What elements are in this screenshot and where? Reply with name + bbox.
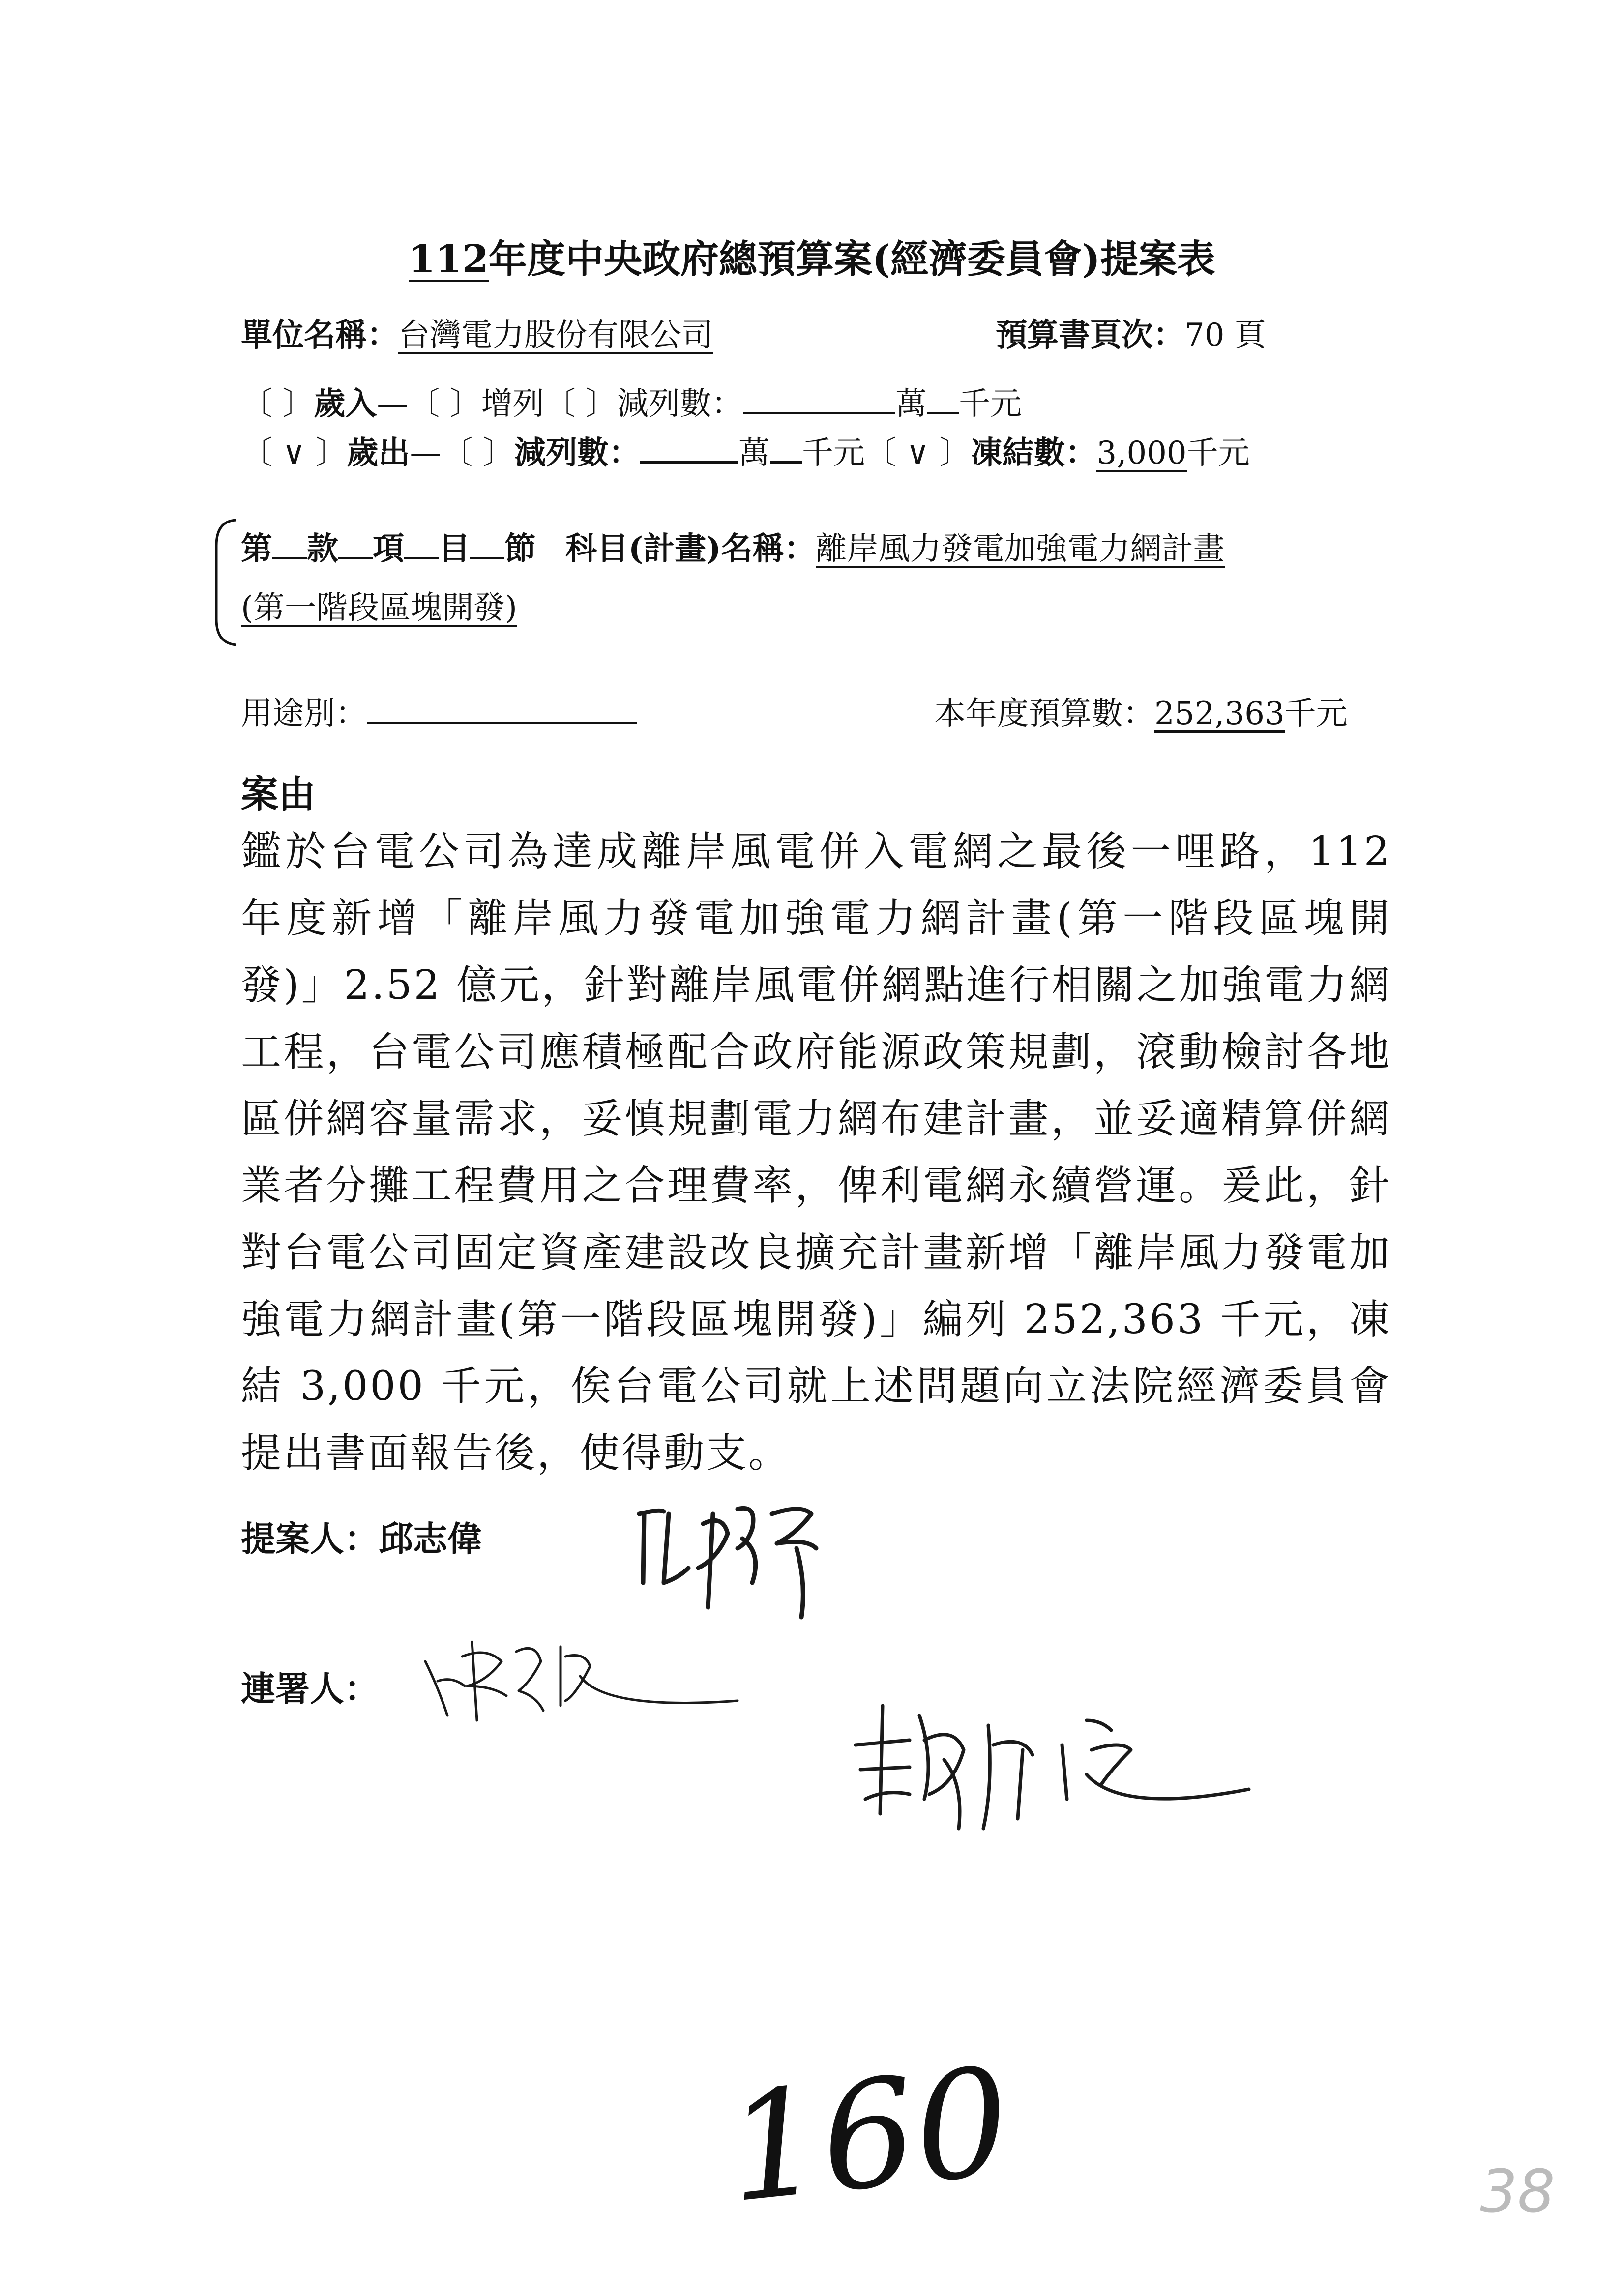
reason-body: 鑑於台電公司為達成離岸風電併入電網之最後一哩路，112 年度新增「離岸風力發電加強電力網計畫(第一階段區塊開發)」2.52 億元，針對離岸風電併網點進行相關之加強電力網工程，台電公司應積極配合政府能源政策規劃，滾動檢討各地區併網容量需求，妥慎規劃電力網布建計畫，並妥適精算併網業者分攤工程費用之合理費率，俾利電網永續營運。爰此，針對台電公司固定資產建設改良擴充計畫新增「離岸風力發電加強電力網計畫(第一階段區塊開發)」編列 252,363 千元，凍結 3,000 千元，俟台電公司就上述問題向立法院經濟委員會提出書面報告後，使得動支。 bbox=[241, 828, 1391, 1477]
budget-page-value: 70 頁 bbox=[1184, 317, 1266, 353]
annual-budget-unit: 千元 bbox=[1284, 696, 1348, 732]
kuan-blank bbox=[272, 552, 307, 559]
page-number: 160 bbox=[719, 2035, 1018, 2236]
revenue-decrease-label: 減列數： bbox=[617, 386, 743, 422]
freeze-unit: 千元 bbox=[1186, 435, 1250, 471]
usage-label: 用途別： bbox=[241, 696, 367, 732]
expense-qian-blank bbox=[770, 456, 802, 464]
unit-label: 單位名稱： bbox=[241, 317, 398, 353]
cosigner-signature-2 bbox=[846, 1686, 1269, 1843]
freeze-checkbox: 〔 ∨ 〕 bbox=[864, 435, 971, 471]
budget-page-label: 預算書頁次： bbox=[996, 317, 1184, 353]
revenue-label: 歲入 bbox=[314, 385, 377, 422]
expense-dash: — bbox=[410, 435, 442, 471]
subject-row bbox=[241, 523, 1225, 569]
form-title bbox=[0, 229, 1624, 284]
title-year: 112 bbox=[409, 237, 489, 282]
subject-row-2 bbox=[241, 590, 517, 627]
expense-label: 歲出 bbox=[347, 435, 410, 471]
revenue-checkbox: 〔 〕 bbox=[241, 386, 314, 422]
expense-row bbox=[241, 428, 1250, 473]
annual-budget-label: 本年度預算數： bbox=[934, 696, 1154, 732]
expense-decrease-checkbox: 〔 〕 bbox=[441, 435, 514, 471]
subject-kuan: 款 bbox=[307, 530, 338, 567]
unit-value: 台灣電力股份有限公司 bbox=[398, 319, 713, 354]
revenue-wan-blank bbox=[743, 407, 895, 414]
annual-budget-value: 252,363 bbox=[1154, 698, 1285, 733]
subject-di: 第 bbox=[241, 530, 272, 567]
revenue-wan-label: 萬 bbox=[895, 386, 927, 422]
unit-row bbox=[241, 310, 713, 355]
expense-wan-blank bbox=[640, 456, 738, 464]
xiang-blank bbox=[338, 552, 373, 559]
jie-blank bbox=[470, 552, 504, 559]
revenue-qian-label: 千元 bbox=[959, 386, 1022, 422]
expense-checkbox: 〔 ∨ 〕 bbox=[241, 435, 347, 471]
subject-name-label: 科目(計畫)名稱： bbox=[565, 530, 816, 567]
budget-page-row bbox=[996, 310, 1266, 355]
expense-qian-label: 千元 bbox=[801, 435, 865, 471]
subject-name-value: 離岸風力發電加強電力網計畫 bbox=[816, 533, 1225, 568]
subject-bracket bbox=[207, 516, 246, 649]
annual-budget-row bbox=[934, 688, 1348, 733]
proposer-label: 提案人： bbox=[241, 1518, 379, 1559]
subject-xiang: 項 bbox=[373, 530, 404, 567]
usage-blank bbox=[367, 717, 637, 724]
subject-jie: 節 bbox=[504, 530, 536, 567]
cosigner-label: 連署人： bbox=[241, 1668, 379, 1709]
corner-page-mark: 38 bbox=[1480, 2158, 1555, 2226]
reason-heading: 案由 bbox=[241, 772, 316, 816]
expense-decrease-label: 減列數： bbox=[514, 435, 640, 471]
subject-name-value-2: (第一階段區塊開發) bbox=[241, 592, 517, 627]
usage-row bbox=[241, 688, 637, 733]
expense-wan-label: 萬 bbox=[738, 435, 770, 471]
proposer-signature bbox=[629, 1494, 856, 1632]
title-text: 年度中央政府總預算案(經濟委員會)提案表 bbox=[489, 237, 1215, 282]
revenue-qian-blank bbox=[927, 407, 959, 414]
proposer-name: 邱志偉 bbox=[379, 1518, 482, 1559]
revenue-decrease-checkbox: 〔 〕 bbox=[544, 386, 618, 422]
proposer-row bbox=[241, 1511, 482, 1561]
freeze-label: 凍結數： bbox=[971, 435, 1097, 471]
cosigner-signature-1 bbox=[418, 1612, 772, 1745]
mu-blank bbox=[404, 552, 439, 559]
revenue-increase-label: 增列 bbox=[481, 386, 544, 422]
revenue-dash: — bbox=[377, 386, 409, 422]
freeze-value: 3,000 bbox=[1096, 437, 1186, 472]
revenue-increase-checkbox: 〔 〕 bbox=[408, 386, 481, 422]
revenue-row bbox=[241, 378, 1022, 424]
subject-mu: 目 bbox=[439, 530, 470, 567]
cosigner-row bbox=[241, 1661, 379, 1711]
